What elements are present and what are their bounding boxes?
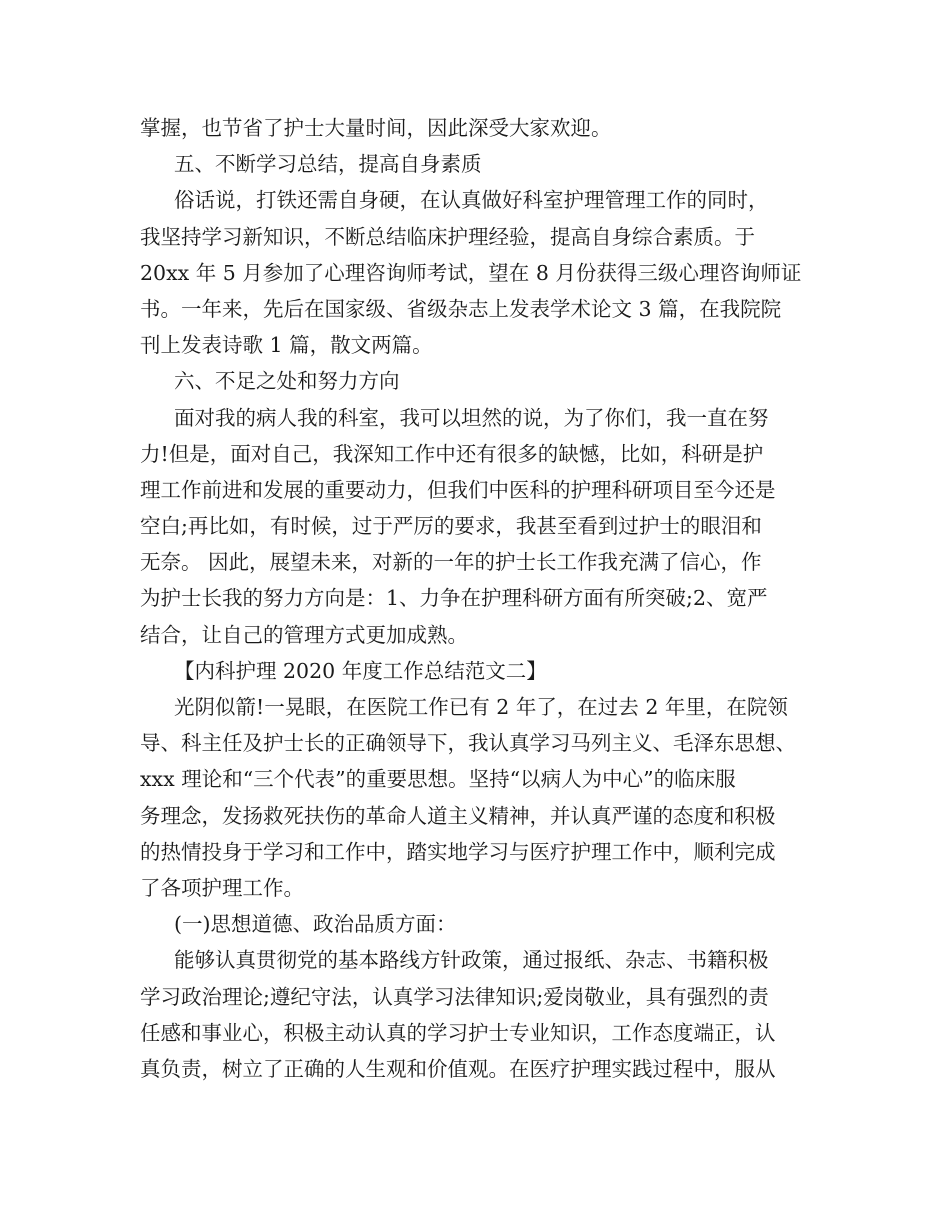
text-line: 的热情投身于学习和工作中，踏实地学习与医疗护理工作中，顺利完成 bbox=[140, 839, 776, 864]
text-line: 书。一年来，先后在国家级、省级杂志上发表学术论文 3 篇，在我院院 bbox=[140, 296, 782, 321]
text-line: 务理念，发扬救死扶伤的革命人道主义精神，并认真严谨的态度和积极 bbox=[140, 803, 776, 828]
text-line: 刊上发表诗歌 1 篇，散文两篇。 bbox=[140, 333, 433, 358]
text-line: 掌握，也节省了护士大量时间，因此深受大家欢迎。 bbox=[140, 116, 612, 140]
text-line: 六、不足之处和努力方向 bbox=[174, 369, 400, 394]
text-line: (一)思想道德、政治品质方面： bbox=[174, 912, 457, 937]
text-line: 真负责，树立了正确的人生观和价值观。在医疗护理实践过程中，服从 bbox=[140, 1056, 776, 1081]
text-line: 光阴似箭!一晃眼，在医院工作已有 2 年了，在过去 2 年里，在院领 bbox=[174, 695, 788, 719]
text-line: 能够认真贯彻党的基本路线方针政策，通过报纸、杂志、书籍积极 bbox=[174, 948, 769, 973]
text-line: 导、科主任及护士长的正确领导下，我认真学习马列主义、毛泽东思想、 bbox=[140, 731, 796, 756]
text-line: 五、不断学习总结，提高自身素质 bbox=[174, 152, 482, 177]
text-line: 了各项护理工作。 bbox=[140, 875, 304, 900]
text-line: 【内科护理 2020 年度工作总结范文二】 bbox=[174, 658, 547, 683]
text-line: 为护士长我的努力方向是：1、力争在护理科研方面有所突破;2、宽严 bbox=[140, 586, 768, 611]
text-line: 20xx 年 5 月参加了心理咨询师考试，望在 8 月份获得三级心理咨询师证 bbox=[140, 260, 802, 285]
text-line: 力!但是，面对自己，我深知工作中还有很多的缺憾，比如，科研是护 bbox=[140, 441, 764, 466]
text-line: 我坚持学习新知识，不断总结临床护理经验，提高自身综合素质。于 bbox=[140, 224, 755, 249]
text-line: 空白;再比如，有时候，过于严厉的要求，我甚至看到过护士的眼泪和 bbox=[140, 514, 762, 539]
text-line: 无奈。 因此，展望未来，对新的一年的护士长工作我充满了信心，作 bbox=[140, 550, 762, 575]
text-line: 面对我的病人我的科室，我可以坦然的说，为了你们，我一直在努 bbox=[174, 405, 769, 430]
text-line: 俗话说，打铁还需自身硬，在认真做好科室护理管理工作的同时， bbox=[174, 188, 769, 213]
text-line: 理工作前进和发展的重要动力，但我们中医科的护理科研项目至今还是 bbox=[140, 477, 776, 502]
text-line: 学习政治理论;遵纪守法，认真学习法律知识;爱岗敬业，具有强烈的责 bbox=[140, 984, 769, 1009]
text-line: 结合，让自己的管理方式更加成熟。 bbox=[140, 622, 468, 647]
text-line: xxx 理论和“三个代表”的重要思想。坚持“以病人为中心”的临床服 bbox=[140, 767, 736, 792]
text-line: 任感和事业心，积极主动认真的学习护士专业知识，工作态度端正，认 bbox=[140, 1020, 776, 1045]
document-body bbox=[140, 110, 820, 1087]
